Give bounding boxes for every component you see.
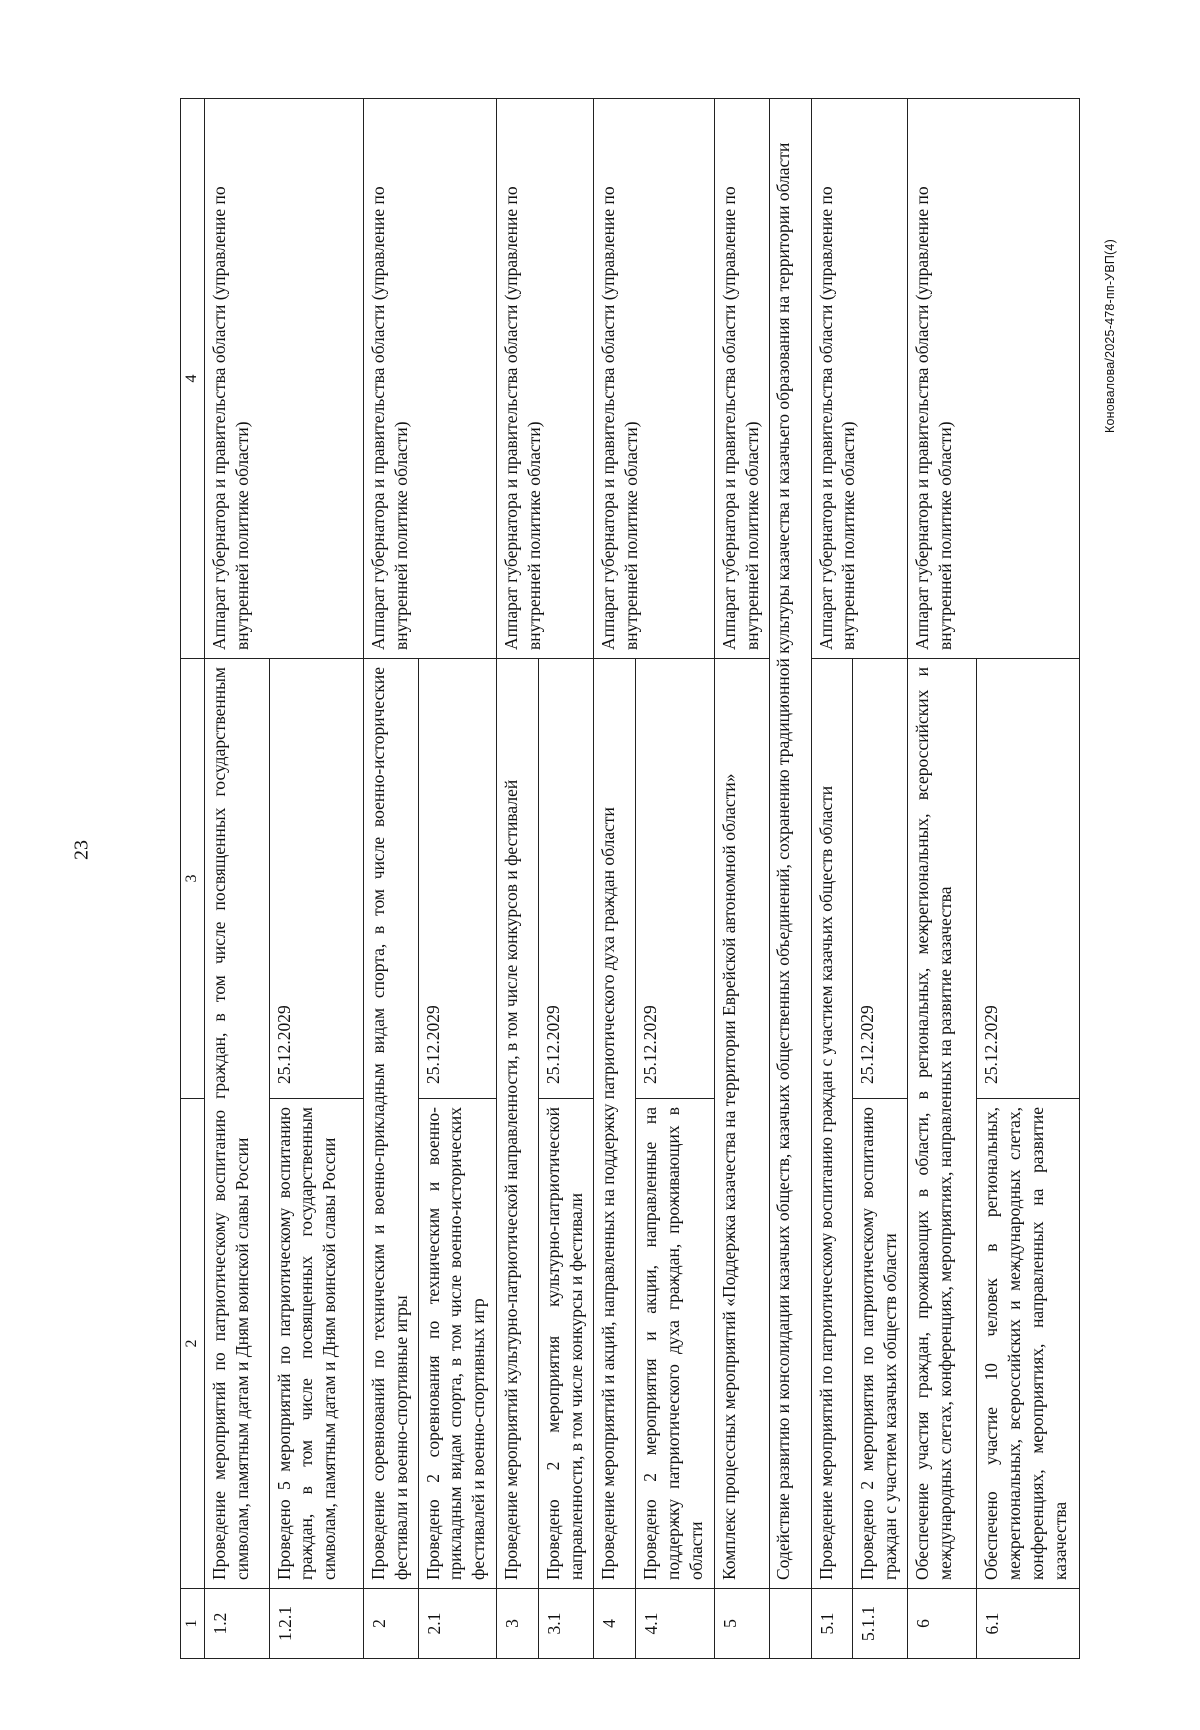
page-number: 23 bbox=[70, 840, 93, 860]
responsible-cell: Аппарат губернатора и правительства области (управление по внутренней политике области) bbox=[908, 99, 1080, 659]
event-text: Проведено 2 мероприятия культурно-патриотической направленности, в том числе конкурсы и фестивали bbox=[539, 1099, 594, 1589]
event-text: Проведение соревнований по техническим и военно-прикладным видам спорта, в том числе военно-исторические фестивали и военно-спортивные игры bbox=[363, 659, 418, 1589]
event-text: Обеспечение участия граждан, проживающих в области, в региональных, межрегиональных, всероссийских и международных слетах, конференциях, мероприятиях, направленных на развитие казачества bbox=[908, 659, 977, 1589]
column-header: 2 bbox=[181, 1099, 205, 1589]
event-text: Обеспечено участие 10 человек в региональных, межрегиональных, всероссийских и международных слетах, конференциях, мероприятиях, направленных на развитие казачества bbox=[977, 1099, 1080, 1589]
row-number: 2.1 bbox=[418, 1589, 497, 1659]
deadline-date: 25.12.2029 bbox=[269, 659, 363, 1099]
events-table-container bbox=[180, 99, 1080, 1659]
column-header: 1 bbox=[181, 1589, 205, 1659]
row-number: 6.1 bbox=[977, 1589, 1080, 1659]
row-number: 6 bbox=[908, 1589, 977, 1659]
row-number: 3.1 bbox=[539, 1589, 594, 1659]
table-row bbox=[363, 99, 418, 1659]
deadline-date: 25.12.2029 bbox=[539, 659, 594, 1099]
event-text: Проведено 2 соревнования по техническим и военно-прикладным видам спорта, в том числе военно-исторических фестивалей и военно-спортивных игр bbox=[418, 1099, 497, 1589]
row-number: 1.2.1 bbox=[269, 1589, 363, 1659]
table-row bbox=[714, 99, 769, 1659]
event-text: Проведение мероприятий по патриотическому воспитанию граждан с участием казачьих обществ области bbox=[811, 659, 853, 1589]
event-text: Проведено 2 мероприятия и акции, направленные на поддержку патриотического духа граждан, проживающих в области bbox=[636, 1099, 715, 1589]
row-number: 4 bbox=[594, 1589, 636, 1659]
column-header: 3 bbox=[181, 659, 205, 1099]
task-text: Содействие развитию и консолидации казачьих обществ, казачьих общественных объединений, сохранению традиционной культуры казачества и казачьего образования на территории области bbox=[769, 99, 811, 1589]
events-table bbox=[180, 98, 1080, 1659]
table-row bbox=[908, 99, 977, 1659]
responsible-cell: Аппарат губернатора и правительства области (управление по внутренней политике области) bbox=[714, 99, 769, 659]
row-number: 3 bbox=[497, 1589, 539, 1659]
table-row bbox=[769, 99, 811, 1659]
responsible-cell: Аппарат губернатора и правительства области (управление по внутренней политике области) bbox=[497, 99, 594, 659]
event-text: Проведено 5 мероприятий по патриотическому воспитанию граждан, в том числе посвященных государственным символам, памятным датам и Дням воинской славы России bbox=[269, 1099, 363, 1589]
table-row bbox=[204, 99, 269, 1659]
event-text: Комплекс процессных мероприятий «Поддержка казачества на территории Еврейской автономной области» bbox=[714, 659, 769, 1589]
document-code: Коновалова/2025-478-пп-УВП(4) bbox=[1103, 239, 1117, 433]
row-number: 5 bbox=[714, 1589, 769, 1659]
row-number: 2 bbox=[363, 1589, 418, 1659]
table-row bbox=[497, 99, 539, 1659]
row-number: 5.1.1 bbox=[853, 1589, 908, 1659]
event-text: Проведение мероприятий культурно-патриотической направленности, в том числе конкурсов и фестивалей bbox=[497, 659, 539, 1589]
column-header: 4 bbox=[181, 99, 205, 659]
responsible-cell: Аппарат губернатора и правительства области (управление по внутренней политике области) bbox=[594, 99, 715, 659]
event-text: Проведено 2 мероприятия по патриотическому воспитанию граждан с участием казачьих обществ области bbox=[853, 1099, 908, 1589]
table-row bbox=[811, 99, 853, 1659]
responsible-cell: Аппарат губернатора и правительства области (управление по внутренней политике области) bbox=[363, 99, 497, 659]
deadline-date: 25.12.2029 bbox=[853, 659, 908, 1099]
deadline-date: 25.12.2029 bbox=[418, 659, 497, 1099]
deadline-date: 25.12.2029 bbox=[977, 659, 1080, 1099]
event-text: Проведение мероприятий по патриотическому воспитанию граждан, в том числе посвященных государственным символам, памятным датам и Дням воинской славы России bbox=[204, 659, 269, 1589]
row-number: 4.1 bbox=[636, 1589, 715, 1659]
table-row bbox=[594, 99, 636, 1659]
row-number bbox=[769, 1589, 811, 1659]
responsible-cell: Аппарат губернатора и правительства области (управление по внутренней политике области) bbox=[811, 99, 908, 659]
row-number: 5.1 bbox=[811, 1589, 853, 1659]
table-header-row bbox=[181, 99, 205, 1659]
responsible-cell: Аппарат губернатора и правительства области (управление по внутренней политике области) bbox=[204, 99, 363, 659]
deadline-date: 25.12.2029 bbox=[636, 659, 715, 1099]
event-text: Проведение мероприятий и акций, направленных на поддержку патриотического духа граждан области bbox=[594, 659, 636, 1589]
row-number: 1.2 bbox=[204, 1589, 269, 1659]
